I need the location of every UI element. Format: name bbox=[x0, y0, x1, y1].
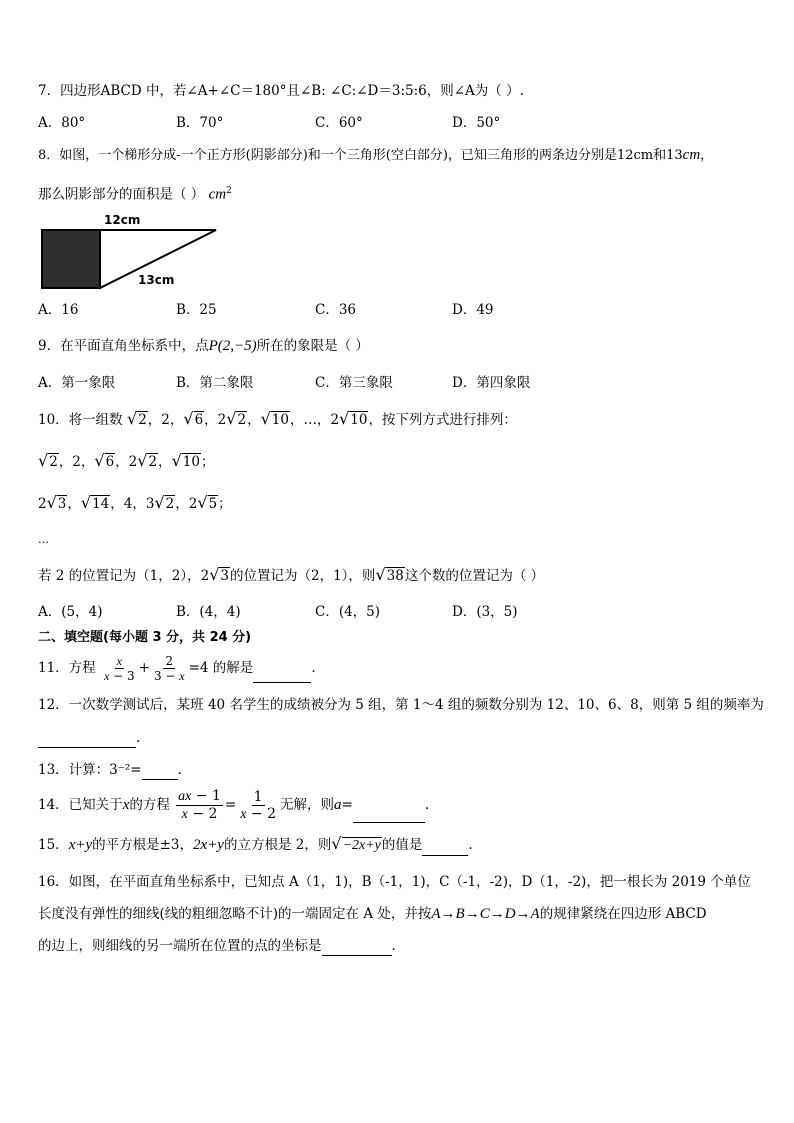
q11-stem: 11．方程 $\frac{x}{x - 3}$ + $\frac{2}{3 - x}$ =4 的解是 . bbox=[38, 654, 316, 683]
q8-option-b: B．25 bbox=[176, 302, 217, 318]
q10-option-c: C．(4，5) bbox=[315, 604, 381, 620]
q10-option-d: D．(3，5) bbox=[452, 604, 518, 620]
q10-stem: 10．将一组数 √2，2，√6，2√2，√10，…，2√10，按下列方式进行排列： bbox=[38, 409, 517, 428]
q16-line-3: 的边上，则细线的另一端所在位置的点的坐标是 . bbox=[38, 938, 396, 954]
q9-stem: 9．在平面直角坐标系中，点P(2,−5)所在的象限是（ ） bbox=[38, 338, 369, 354]
label-12cm: 12cm bbox=[104, 213, 141, 227]
q8-option-c: C．36 bbox=[315, 302, 357, 318]
q7-option-b: B．70° bbox=[176, 115, 224, 131]
q12-stem: 12．一次数学测试后，某班 40 名学生的成绩被分为 5 组，第 1～4 组的频数分别为 12、10、6、8，则第 5 组的频率为 bbox=[38, 697, 764, 713]
label-13cm: 13cm bbox=[138, 273, 175, 287]
q16-line-2: 长度没有弹性的细线(线的粗细忽略不计)的一端固定在 A 处，并按A→B→C→D→A的规律紧绕在四边形 ABCD bbox=[38, 906, 707, 922]
q7-option-c: C．60° bbox=[315, 115, 363, 131]
q9-option-b: B．第二象限 bbox=[176, 375, 254, 391]
shaded-square bbox=[42, 230, 100, 288]
q10-option-a: A．(5，4) bbox=[38, 604, 103, 620]
q8-stem-line2: 那么阴影部分的面积是（ ） $cm^2$ bbox=[38, 186, 232, 203]
q9-option-d: D．第四象限 bbox=[452, 375, 531, 391]
q7-option-a: A．80° bbox=[38, 115, 86, 131]
q15-stem: 15．x+y的平方根是±3，2x+y的立方根是 2，则√−2x+y的值是 . bbox=[38, 834, 473, 856]
q8-stem-line1: 8．如图，一个梯形分成-一个正方形(阴影部分)和一个三角形(空白部分)，已知三角形的两条边分别是12cm和13cm， bbox=[38, 147, 714, 163]
q7-stem: 7．四边形ABCD 中，若∠A+∠C＝180°且∠B: ∠C:∠D＝3:5:6，则∠A为（ ）. bbox=[38, 83, 524, 99]
section-2-heading: 二、填空题(每小题 3 分，共 24 分) bbox=[38, 630, 252, 645]
q8-figure bbox=[38, 208, 223, 290]
q10-option-b: B．(4，4) bbox=[176, 604, 241, 620]
q7-option-d: D．50° bbox=[452, 115, 501, 131]
q8-option-a: A．16 bbox=[38, 302, 79, 318]
q12-answer-line: . bbox=[38, 728, 140, 748]
q9-option-a: A．第一象限 bbox=[38, 375, 116, 391]
q13-stem: 13．计算：3⁻²= . bbox=[38, 762, 182, 778]
q10-row-1: √2，2，√6，2√2，√10； bbox=[38, 451, 215, 470]
q10-ellipsis: … bbox=[38, 533, 49, 546]
q9-option-c: C．第三象限 bbox=[315, 375, 393, 391]
q8-option-d: D．49 bbox=[452, 302, 494, 318]
q14-stem: 14．已知关于x的方程 $\frac{ax - 1}{x - 2}$ = $\frac{1}{x - 2}$ 无解，则a= . bbox=[38, 788, 430, 822]
q10-condition: 若 2 的位置记为（1，2），2√3的位置记为（2，1），则√38这个数的位置记为（ ） bbox=[38, 565, 545, 584]
q16-line-1: 16．如图，在平面直角坐标系中，已知点 A（1，1)，B（-1，1)，C（-1，-2)，D（1，-2)，把一根长为 2019 个单位 bbox=[38, 874, 751, 890]
q10-row-2: 2√3，√14，4，3√2，2√5； bbox=[38, 493, 232, 512]
